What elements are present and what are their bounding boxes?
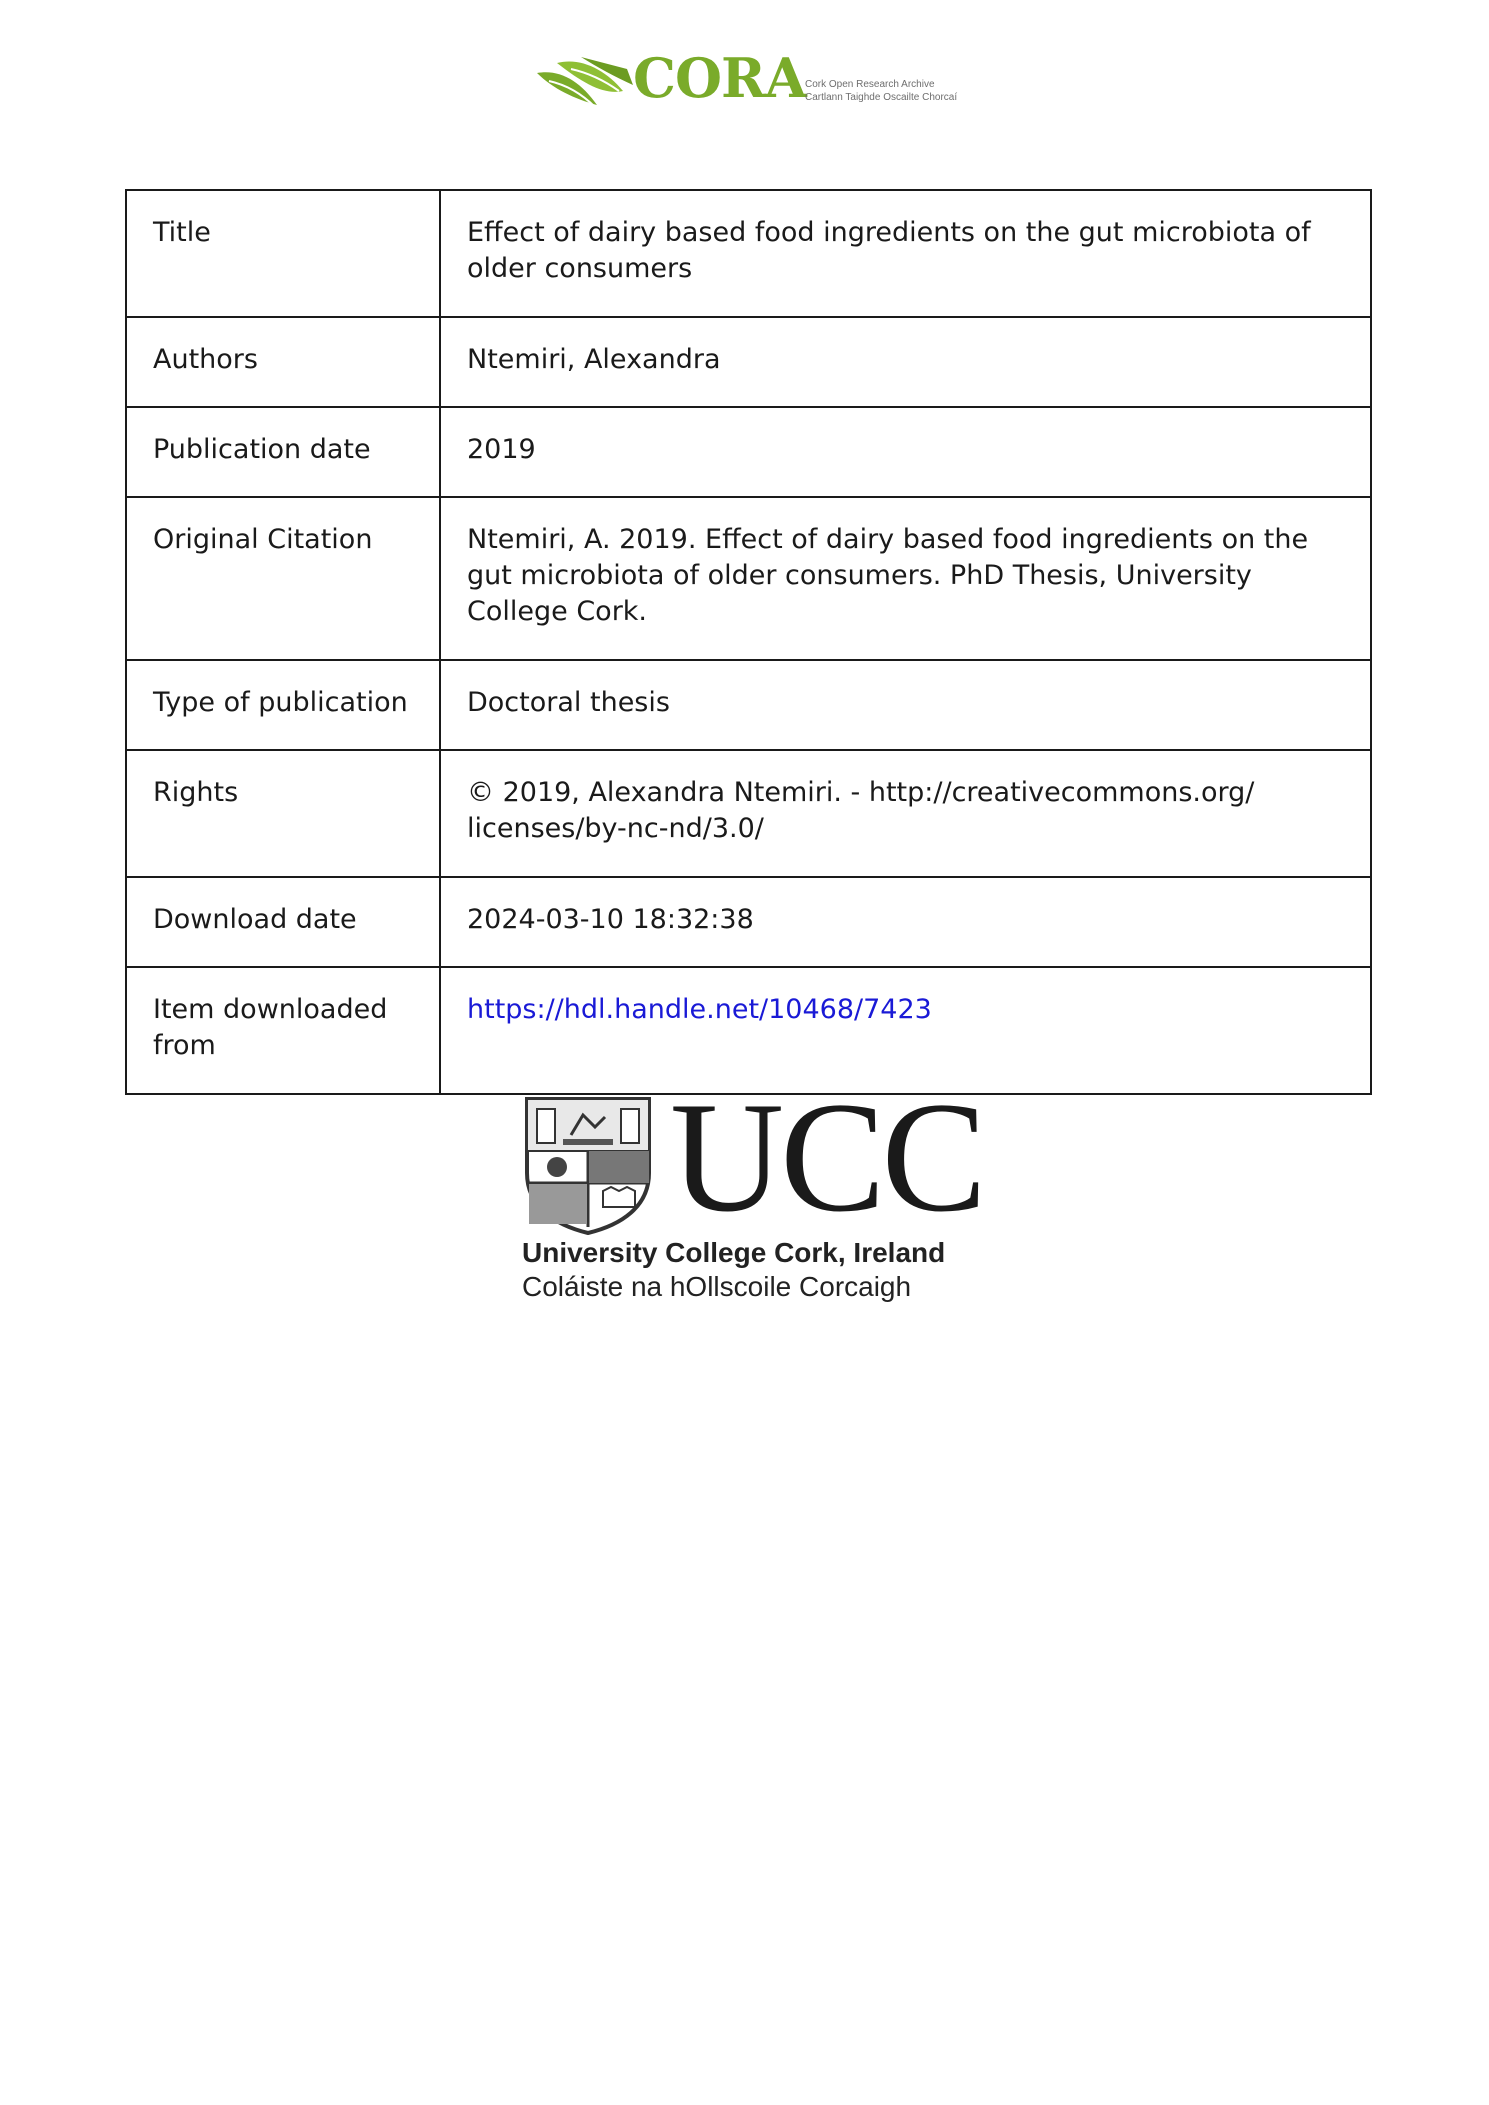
cora-leaf-icon bbox=[535, 55, 635, 115]
row-label-publication-date: Publication date bbox=[126, 407, 440, 497]
table-row bbox=[126, 660, 1371, 750]
row-value-download-date: 2024-03-10 18:32:38 bbox=[440, 877, 1371, 967]
row-label-original-citation: Original Citation bbox=[126, 497, 440, 660]
row-label-download-date: Download date bbox=[126, 877, 440, 967]
table-row bbox=[126, 497, 1371, 660]
table-row bbox=[126, 190, 1371, 317]
ucc-crest-icon bbox=[523, 1095, 653, 1235]
table-row bbox=[126, 407, 1371, 497]
ucc-logo-text: UCC bbox=[670, 1070, 983, 1245]
row-value-original-citation: Ntemiri, A. 2019. Effect of dairy based food ingredients on the gut microbiota of older consumers. PhD Thesis, University College Cork. bbox=[440, 497, 1371, 660]
row-value-rights: © 2019, Alexandra Ntemiri. - http://creativecommons.org/ licenses/by-nc-nd/3.0/ bbox=[440, 750, 1371, 877]
row-label-rights: Rights bbox=[126, 750, 440, 877]
record-table bbox=[125, 189, 1372, 1095]
row-value-type-of-publication: Doctoral thesis bbox=[440, 660, 1371, 750]
table-row bbox=[126, 750, 1371, 877]
row-value-title: Effect of dairy based food ingredients on the gut microbiota of older consumers bbox=[440, 190, 1371, 317]
ucc-name-ga: Coláiste na hOllscoile Corcaigh bbox=[522, 1271, 912, 1302]
row-value-publication-date: 2019 bbox=[440, 407, 1371, 497]
row-label-type-of-publication: Type of publication bbox=[126, 660, 440, 750]
row-label-item-downloaded-from: Item downloaded from bbox=[126, 967, 440, 1094]
row-label-title: Title bbox=[126, 190, 440, 317]
table-row bbox=[126, 877, 1371, 967]
cora-subtitle-ga: Cartlann Taighde Oscailte Chorcaí bbox=[805, 92, 958, 103]
ucc-logo bbox=[520, 1070, 983, 1313]
cora-subtitle-en: Cork Open Research Archive bbox=[805, 79, 935, 90]
cora-logo-text: CORA bbox=[633, 46, 806, 110]
table-row bbox=[126, 317, 1371, 407]
cora-logo bbox=[535, 46, 965, 115]
ucc-name-en: University College Cork, Ireland bbox=[522, 1237, 946, 1268]
handle-link[interactable]: https://hdl.handle.net/10468/7423 bbox=[467, 994, 932, 1025]
row-label-authors: Authors bbox=[126, 317, 440, 407]
row-value-authors: Ntemiri, Alexandra bbox=[440, 317, 1371, 407]
